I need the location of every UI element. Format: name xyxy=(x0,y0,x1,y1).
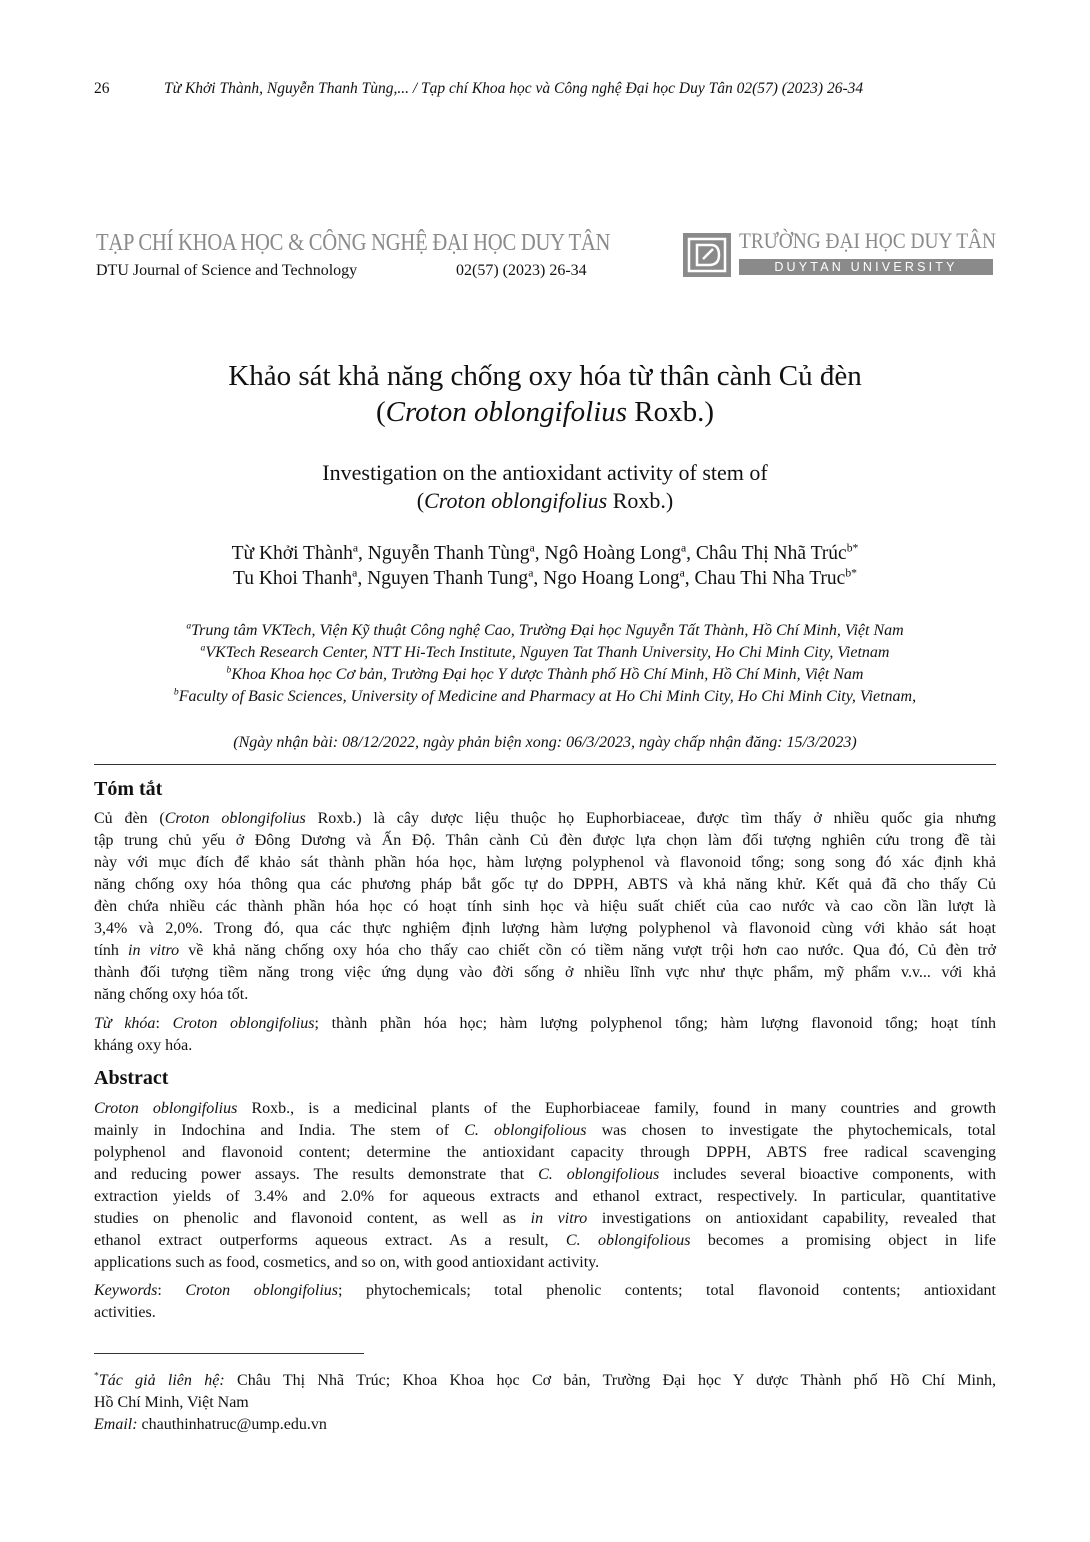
text-line: extraction yields of 3.4% and 2.0% for aqueous extracts and ethanol extract, respectively. In particular, quantitative xyxy=(94,1188,996,1205)
text-line: polyphenol and flavonoid content; determine the antioxidant capacity through DPPH, ABTS free radical scavenging xyxy=(94,1144,996,1161)
running-head-text: Từ Khởi Thành, Nguyễn Thanh Tùng,... / Tạp chí Khoa học và Công nghệ Đại học Duy Tân 02(57) (2023) 26-34 xyxy=(164,80,864,97)
authors-vi xyxy=(0,543,1090,565)
section-divider xyxy=(94,764,996,765)
keywords-en xyxy=(94,1280,996,1324)
text-line: ethanol extract outperforms aqueous extract. As a result, C. oblongifolious becomes a promising object in life xyxy=(94,1232,997,1249)
author-en: Ngo Hoang Long$^a$, xyxy=(543,566,695,589)
text-line: thành đối tượng tiềm năng trong việc ứng dụng vào đời sống ở nhiều lĩnh vực như thực phẩm, mỹ phẩm v.v... với khả xyxy=(94,964,996,981)
author-vi: Ngô Hoàng Long$^a$, xyxy=(544,541,696,564)
title-vi-line1: Khảo sát khả năng chống oxy hóa từ thân cành Củ đèn xyxy=(228,360,862,392)
text-line: này với mục đích để khảo sát thành phần hóa học, hàm lượng polyphenol và flavonoid tổng; song song đó xác định khả xyxy=(94,854,996,871)
heading-abstract: Abstract xyxy=(94,1067,169,1089)
university-name-vi: TRƯỜNG ĐẠI HỌC DUY TÂN xyxy=(739,228,997,253)
email-line: Email: chauthinhatruc@ump.edu.vn xyxy=(94,1416,327,1433)
journal-name-en: DTU Journal of Science and Technology xyxy=(96,262,358,279)
text-line: tính in vitro về khả năng chống oxy hóa cho thấy cao chiết cồn có tiềm năng vượt trội hơn cao nước. Qua đó, Củ đèn trở xyxy=(94,942,997,959)
author-en: Nguyen Thanh Tung$^a$, xyxy=(367,566,544,589)
text-line: Croton oblongifolius Roxb., is a medicinal plants of the Euphorbiaceae family, found in many countries and growth xyxy=(94,1100,996,1117)
keywords-vi xyxy=(94,1013,996,1057)
text-line: kháng oxy hóa. xyxy=(94,1037,193,1054)
text-line: *Tác giả liên hệ: Châu Thị Nhã Trúc; Khoa Khoa học Cơ bản, Trường Đại học Y dược Thành phố Hồ Chí Minh, xyxy=(94,1370,997,1389)
text-line: Keywords: Croton oblongifolius; phytochemicals; total phenolic contents; total flavonoid contents; antioxidant xyxy=(94,1282,997,1299)
text-line: Hồ Chí Minh, Việt Nam xyxy=(94,1394,249,1411)
email-address: chauthinhatruc@ump.edu.vn xyxy=(137,1416,327,1433)
text-line: năng chống oxy hóa thông qua các phương pháp bắt gốc tự do DPPH, ABTS và khả năng khử. Kết quả đã cho thấy Củ xyxy=(94,876,996,893)
title-en-line2: (Croton oblongifolius Roxb.) xyxy=(416,488,674,513)
title-en-line1: Investigation on the antioxidant activity of stem of xyxy=(322,460,768,485)
abstract-en xyxy=(94,1098,996,1274)
university-name-en: DUYTAN UNIVERSITY xyxy=(739,259,993,275)
submission-dates: (Ngày nhận bài: 08/12/2022, ngày phản biện xong: 06/3/2023, ngày chấp nhận đăng: 15/3/2023) xyxy=(233,734,857,751)
author-vi: Châu Thị Nhã Trúc$^{b*}$ xyxy=(695,541,859,564)
journal-name-vi: TẠP CHÍ KHOA HỌC & CÔNG NGHỆ ĐẠI HỌC DUY TÂN xyxy=(96,230,611,256)
title-vi-line2: (Croton oblongifolius Roxb.) xyxy=(375,396,715,428)
text-line: mainly in Indochina and India. The stem of C. oblongifolious was chosen to investigate the phytochemicals, total xyxy=(94,1122,997,1139)
affiliation: $^b$Faculty of Basic Sciences, University of Medicine and Pharmacy at Ho Chi Minh City, Ho Chi Minh City, Vietnam, xyxy=(173,686,917,705)
text-line: Củ đèn (Croton oblongifolius Roxb.) là cây dược liệu thuộc họ Euphorbiaceae, được tìm thấy ở nhiều quốc gia nhưng xyxy=(94,810,996,827)
author-en: Chau Thi Nha Truc$^{b*}$ xyxy=(694,566,858,589)
affiliation: $^a$Trung tâm VKTech, Viện Kỹ thuật Công nghệ Cao, Trường Đại học Nguyễn Tất Thành, Hồ Chí Minh, Việt Nam xyxy=(186,620,904,639)
footnote-divider xyxy=(94,1353,364,1354)
authors-en xyxy=(0,568,1090,590)
text-line: 3,4% và 2,0%. Trong đó, qua các thực nghiệm định lượng hàm lượng polyphenol và flavonoid cùng với khảo sát hoạt xyxy=(94,920,996,937)
text-line: tập trung chủ yếu ở Đông Dương và Ấn Độ. Thân cành Củ đèn được lựa chọn làm đối tượng nghiên cứu trong đề tài xyxy=(94,832,996,849)
text-line: and reducing power assays. The results demonstrate that C. oblongifolious includes several bioactive components, with xyxy=(94,1166,996,1183)
abstract-vi xyxy=(94,808,996,1006)
author-en: Tu Khoi Thanh$^a$, xyxy=(232,566,368,589)
affiliation: $^a$VKTech Research Center, NTT Hi-Tech Institute, Nguyen Tat Thanh University, Ho Chi Minh City, Vietnam xyxy=(200,642,890,661)
author-vi: Từ Khởi Thành$^a$, xyxy=(231,541,368,564)
text-line: applications such as food, cosmetics, and so on, with good antioxidant activity. xyxy=(94,1254,600,1271)
running-header xyxy=(94,80,863,98)
university-logo-icon xyxy=(683,233,731,277)
text-line: studies on phenolic and flavonoid content, as well as in vitro investigations on antioxidant capability, revealed that xyxy=(94,1210,996,1227)
text-line: activities. xyxy=(94,1304,156,1321)
heading-tom-tat: Tóm tắt xyxy=(94,778,163,800)
page-number: 26 xyxy=(94,80,110,97)
journal-issue: 02(57) (2023) 26-34 xyxy=(456,262,587,279)
author-vi: Nguyễn Thanh Tùng$^a$, xyxy=(367,541,545,564)
affiliation: $^b$Khoa Khoa học Cơ bản, Trường Đại học Y dược Thành phố Hồ Chí Minh, Hồ Chí Minh, Việt Nam xyxy=(226,664,864,683)
text-line: năng chống oxy hóa tốt. xyxy=(94,986,249,1003)
corresponding-author-footnote xyxy=(94,1370,996,1436)
text-line: Từ khóa: Croton oblongifolius; thành phần hóa học; hàm lượng polyphenol tổng; hàm lượng flavonoid tổng; hoạt tính xyxy=(94,1015,996,1032)
text-line: đèn chứa nhiều các thành phần hóa học có hoạt tính sinh học và hiệu suất chiết của cao nước và cao cồn lần lượt là xyxy=(94,898,996,915)
